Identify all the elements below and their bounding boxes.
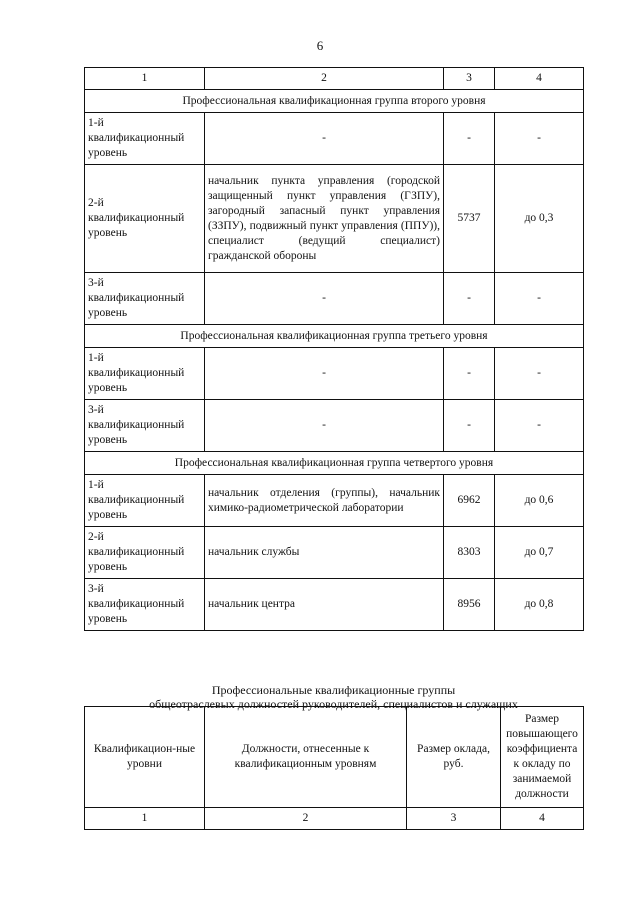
- table-row: [85, 165, 584, 273]
- group-title: Профессиональная квалификационная группа второго уровня: [85, 90, 584, 113]
- qualification-level: 2-й квалификационный уровень: [85, 527, 205, 579]
- table2-header-row: [85, 707, 584, 808]
- salary-table-2: [84, 706, 584, 830]
- table-row: [85, 527, 584, 579]
- table1-header-cell: 3: [444, 68, 495, 90]
- table2-number-cell: 3: [407, 808, 501, 830]
- position-name: начальник отделения (группы), начальник химико-радиометрической лаборатории: [205, 475, 444, 527]
- qualification-level: 2-й квалификационный уровень: [85, 165, 205, 273]
- table2-number-cell: 1: [85, 808, 205, 830]
- group-title-row: [85, 90, 584, 113]
- table-row: [85, 475, 584, 527]
- table1-header-cell: 4: [495, 68, 584, 90]
- table1-header-cell: 2: [205, 68, 444, 90]
- coefficient-value: до 0,6: [495, 475, 584, 527]
- table2-header-cell: Размер оклада, руб.: [407, 707, 501, 808]
- table-row: [85, 348, 584, 400]
- section-heading-line-2: общеотраслевых должностей руководителей, специалистов и служащих: [149, 697, 518, 711]
- coefficient-value: до 0,3: [495, 165, 584, 273]
- table1-header-cell: 1: [85, 68, 205, 90]
- qualification-level: 3-й квалификационный уровень: [85, 400, 205, 452]
- group-title: Профессиональная квалификационная группа третьего уровня: [85, 325, 584, 348]
- coefficient-value: -: [495, 400, 584, 452]
- coefficient-value: -: [495, 273, 584, 325]
- section-heading-line-1: Профессиональные квалификационные группы: [211, 683, 456, 697]
- coefficient-value: до 0,7: [495, 527, 584, 579]
- group-title: Профессиональная квалификационная группа четвертого уровня: [85, 452, 584, 475]
- table2-number-cell: 4: [501, 808, 584, 830]
- table2-header-cell: Квалификацион-ные уровни: [85, 707, 205, 808]
- position-name: начальник пункта управления (городской защищенный пункт управления (ГЗПУ), загородный запасный пункт управления (ЗЗПУ), подвижный пункт управления (ППУ)), специалист (ведущий специалист) гражданской обороны: [205, 165, 444, 273]
- salary-value: 6962: [444, 475, 495, 527]
- table-row: [85, 273, 584, 325]
- group-title-row: [85, 325, 584, 348]
- table2-number-cell: 2: [205, 808, 407, 830]
- coefficient-value: -: [495, 348, 584, 400]
- table-row: [85, 400, 584, 452]
- qualification-level: 1-й квалификационный уровень: [85, 475, 205, 527]
- table2-number-row: [85, 808, 584, 830]
- salary-value: -: [444, 273, 495, 325]
- qualification-level: 3-й квалификационный уровень: [85, 273, 205, 325]
- table2-header-cell: Размер повышающего коэффициента к окладу по занимаемой должности: [501, 707, 584, 808]
- position-name: -: [205, 113, 444, 165]
- salary-table-1: [84, 67, 584, 631]
- page-number: 6: [316, 38, 324, 53]
- table-row: [85, 113, 584, 165]
- position-name: -: [205, 348, 444, 400]
- salary-value: 5737: [444, 165, 495, 273]
- salary-value: 8303: [444, 527, 495, 579]
- group-title-row: [85, 452, 584, 475]
- qualification-level: 1-й квалификационный уровень: [85, 113, 205, 165]
- salary-value: -: [444, 348, 495, 400]
- table2-header-cell: Должности, отнесенные к квалификационным уровням: [205, 707, 407, 808]
- salary-value: -: [444, 113, 495, 165]
- salary-value: 8956: [444, 579, 495, 631]
- position-name: -: [205, 400, 444, 452]
- table1-header-row: [85, 68, 584, 90]
- qualification-level: 3-й квалификационный уровень: [85, 579, 205, 631]
- table-row: [85, 579, 584, 631]
- coefficient-value: -: [495, 113, 584, 165]
- qualification-level: 1-й квалификационный уровень: [85, 348, 205, 400]
- position-name: начальник центра: [205, 579, 444, 631]
- coefficient-value: до 0,8: [495, 579, 584, 631]
- position-name: начальник службы: [205, 527, 444, 579]
- position-name: -: [205, 273, 444, 325]
- salary-value: -: [444, 400, 495, 452]
